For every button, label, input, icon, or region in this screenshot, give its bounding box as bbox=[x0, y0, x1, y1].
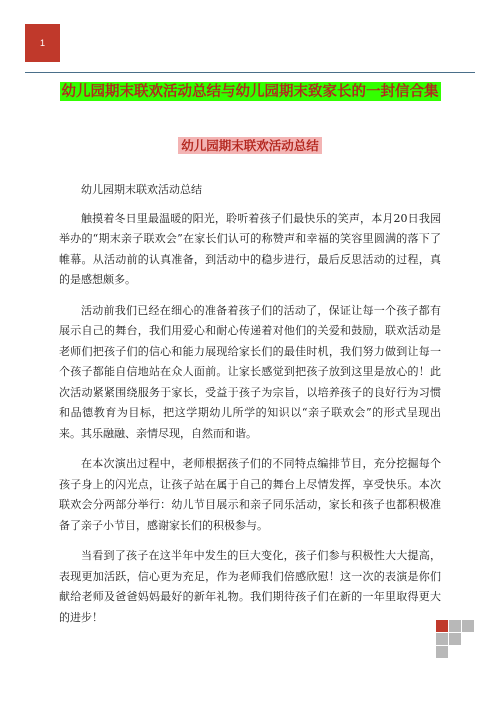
document-title-row bbox=[0, 81, 500, 101]
corner-decoration bbox=[436, 620, 486, 670]
deco-square-gray bbox=[449, 620, 461, 632]
paragraph: 触摸着冬日里最温暖的阳光，聆听着孩子们最快乐的笑声，本月20日我园举办的“期末亲子联欢会”在家长们认可的称赞声和幸福的笑容里圆满的落下了帷幕。从活动前的认真准备，到活动中的稳步进行，最后反思活动的过程，真的是感想颇多。 bbox=[59, 211, 441, 286]
deco-square-red bbox=[436, 620, 448, 632]
page-number: 1 bbox=[39, 38, 45, 48]
document-title: 幼儿园期末联欢活动总结与幼儿园期末致家长的一封信合集 bbox=[61, 83, 439, 100]
paragraph: 活动前我们已经在细心的准备着孩子们的活动了，保证让每一个孩子都有展示自己的舞台，我们用爱心和耐心传递着对他们的关爱和鼓励，联欢活动是老师们把孩子们的信心和能力展现给家长们的最佳时机，我们努力做到让每一个孩子都能自信地站在众人面前。让家长感觉到把孩子放到这里是放心的！此次活动紧紧围绕服务于家长，受益于孩子为宗旨，以培养孩子的良好行为习惯和品德教育为目标，把这学期幼儿所学的知识以“亲子联欢会”的形式呈现出来。其乐融融、亲情尽现，自然而和谐。 bbox=[59, 303, 441, 440]
deco-square-gray bbox=[436, 646, 448, 658]
header-rule bbox=[25, 72, 475, 73]
paragraph: 在本次演出过程中，老师根据孩子们的不同特点编排节目，充分挖掘每个孩子身上的闪光点，让孩子站在属于自己的舞台上尽情发挥，享受快乐。本次联欢会分两部分举行：幼儿节目展示和亲子同乐活动，家长和孩子也都积极准备了亲子小节目，感谢家长们的积极参与。 bbox=[59, 457, 441, 532]
section-title-row bbox=[0, 135, 500, 154]
page-number-badge bbox=[25, 24, 60, 62]
section-title: 幼儿园期末联欢活动总结 bbox=[178, 137, 322, 154]
deco-square-gray bbox=[462, 620, 474, 632]
body-text bbox=[59, 180, 441, 638]
deco-square-gray bbox=[436, 633, 448, 645]
paragraph-heading: 幼儿园期末联欢活动总结 bbox=[81, 183, 202, 196]
paragraph: 当看到了孩子在这半年中发生的巨大变化，孩子们参与积极性大大提高，表现更加活跃，信心更为充足，作为老师我们倍感欣慰！这一次的表演是你们献给老师及爸爸妈妈最好的新年礼物。我们期待孩子们在新的一年里取得更大的进步！ bbox=[59, 549, 441, 624]
deco-square-gray bbox=[449, 633, 461, 645]
